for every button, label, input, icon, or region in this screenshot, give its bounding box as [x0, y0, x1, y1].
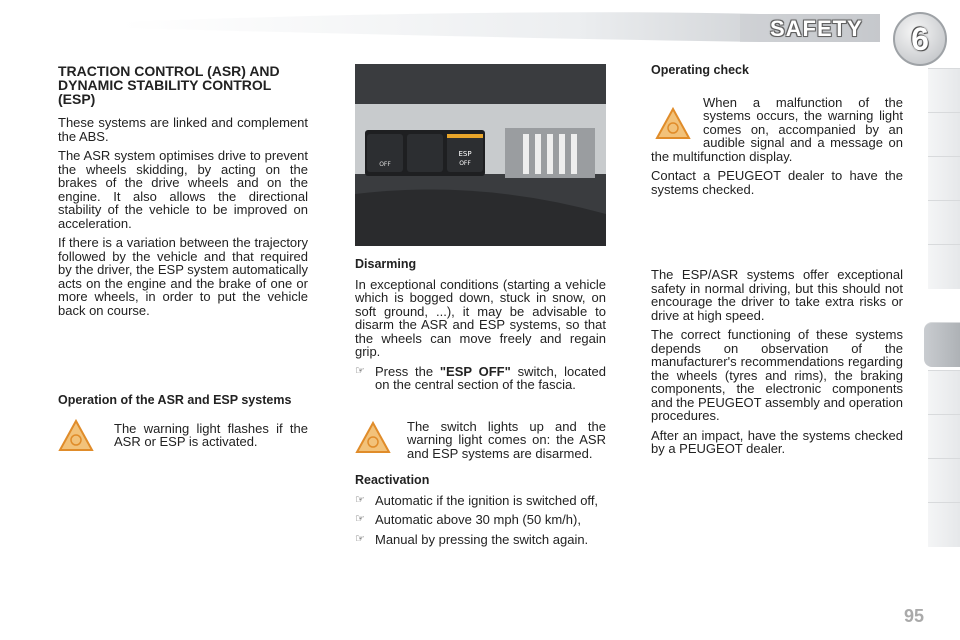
column-right-lower	[651, 268, 903, 462]
column-middle	[355, 258, 606, 552]
warning-text: The switch lights up and the warning light comes on: the ASR and ESP systems are disarmed.	[407, 418, 606, 461]
warning-text: The warning light flashes if the ASR or ESP is activated.	[114, 420, 308, 449]
chapter-badge	[893, 12, 947, 66]
chapter-tab[interactable]	[928, 112, 960, 157]
chapter-tab[interactable]	[928, 458, 960, 503]
paragraph: Contact a PEUGEOT dealer to have the systems checked.	[651, 168, 903, 197]
chapter-tab[interactable]	[928, 414, 960, 459]
pointing-hand-icon: ☞	[355, 532, 365, 545]
list-item: ☞ Automatic above 30 mph (50 km/h),	[355, 512, 581, 527]
operation-section	[58, 394, 308, 454]
pointing-hand-icon: ☞	[355, 513, 365, 525]
warning-triangle-icon	[355, 420, 391, 456]
paragraph: These systems are linked and complement the ABS.	[58, 115, 308, 144]
header-bar	[0, 0, 960, 60]
warning-text: When a malfunction of the systems occurs, the warning light comes on, accompanied by an audible signal and a message on the multifunction display.	[651, 94, 903, 164]
paragraph: The ASR system optimises drive to prevent the wheels skidding, by acting on the brakes of the drive wheels and on the engine. It also allows the directional stability of the vehicle to be improved on acceleration.	[58, 148, 308, 231]
esp-off-switch-name: "ESP OFF"	[439, 363, 511, 379]
warning-triangle-icon	[58, 418, 94, 454]
chapter-tab[interactable]	[928, 244, 960, 289]
chapter-tab[interactable]	[928, 370, 960, 415]
column-left	[58, 64, 308, 323]
subsection-title: Reactivation	[355, 473, 430, 487]
pointing-hand-icon: ☞	[355, 493, 365, 506]
chapter-number: 6	[911, 20, 929, 57]
warning-triangle-icon	[655, 106, 691, 142]
chapter-tab[interactable]	[928, 200, 960, 245]
chapter-tab-active[interactable]	[924, 322, 960, 367]
paragraph: In exceptional conditions (starting a vehicle which is bogged down, stuck in snow, on soft ground, ...), it may be advisable to disarm the ASR and ESP systems, so that the wheels can move freely and regain grip.	[355, 276, 606, 359]
warning-note	[651, 96, 903, 164]
paragraph: The correct functioning of these systems depends on observation of the manufacturer's recommendations regarding the wheels (tyres and rims), the braking components, the electronic components and the PEUGEOT assembly and operation procedures.	[651, 327, 903, 423]
section-title: TRACTION CONTROL (ASR) AND DYNAMIC STABILITY CONTROL (ESP)	[58, 63, 280, 107]
paragraph: If there is a variation between the trajectory followed by the vehicle and that required by the driver, the ESP system automatically acts on the engine and the brake of one or more wheels, in order to put the vehicle back on course.	[58, 235, 308, 318]
chapter-tab[interactable]	[928, 156, 960, 201]
warning-note	[58, 418, 308, 454]
list-item: ☞ Press the "ESP OFF" switch, located on the central section of the fascia.	[355, 363, 607, 392]
chapter-title: SAFETY	[770, 16, 863, 41]
fascia-switch-photo	[355, 64, 606, 246]
list-item: ☞ Manual by pressing the switch again.	[355, 531, 589, 547]
subsection-title: Operation of the ASR and ESP systems	[58, 393, 292, 407]
page-number: 95	[904, 606, 925, 626]
fascia-illustration	[355, 64, 606, 246]
paragraph: After an impact, have the systems checked by a PEUGEOT dealer.	[651, 427, 903, 456]
esp-button-label: ESP	[458, 150, 472, 158]
list-item: ☞ Automatic if the ignition is switched off,	[355, 492, 599, 508]
paragraph: The ESP/ASR systems offer exceptional safety in normal driving, but this should not encourage the driver to take extra risks or drive at high speed.	[651, 267, 903, 323]
pointing-hand-icon: ☞	[355, 364, 365, 377]
column-right	[651, 64, 903, 202]
button-label: OFF	[379, 161, 391, 168]
chapter-tab[interactable]	[928, 68, 960, 113]
esp-off-label: OFF	[459, 160, 471, 167]
subsection-title: Disarming	[355, 257, 417, 271]
chapter-tabs	[928, 68, 960, 578]
warning-note	[355, 420, 606, 461]
subsection-title: Operating check	[651, 63, 749, 77]
chapter-tab[interactable]	[928, 502, 960, 547]
